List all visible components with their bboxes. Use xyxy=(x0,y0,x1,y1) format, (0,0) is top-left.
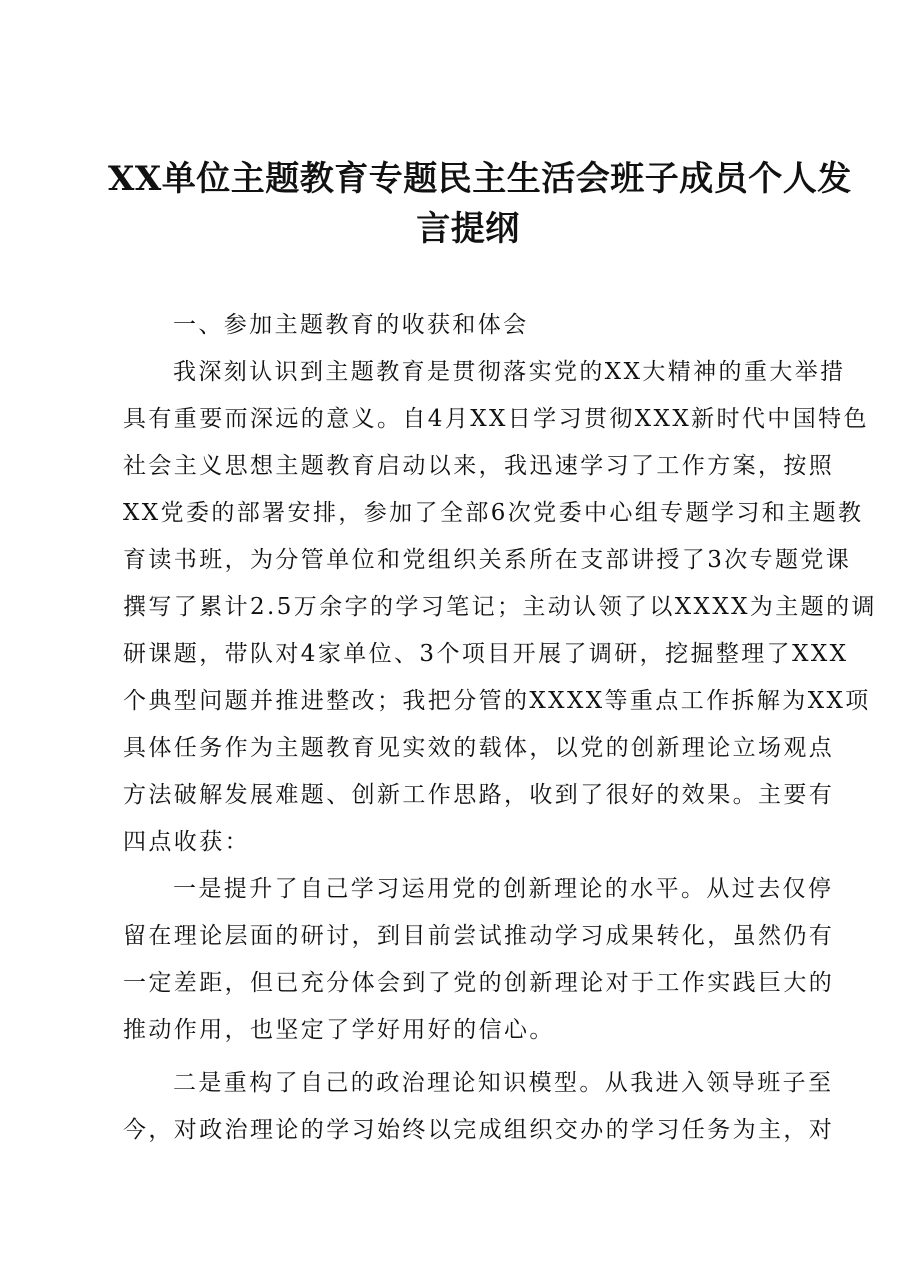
document-body xyxy=(123,302,877,1154)
paragraph-line: 育读书班，为分管单位和党组织关系所在支部讲授了3次专题党课 xyxy=(123,547,852,573)
title-line-2: 言提纲 xyxy=(416,209,520,249)
paragraph-line: 一定差距，但已充分体会到了党的创新理论对于工作实践巨大的 xyxy=(123,970,835,996)
paragraph-2 xyxy=(123,866,835,1054)
paragraph-line: XX党委的部署安排，参加了全部6次党委中心组专题学习和主题教 xyxy=(123,500,864,526)
paragraph-3 xyxy=(123,1060,835,1154)
paragraph-line: 四点收获： xyxy=(123,829,250,855)
paragraph-line: 研课题，带队对4家单位、3个项目开展了调研，挖掘整理了XXX xyxy=(123,641,849,667)
paragraph-line: 具有重要而深远的意义。自4月XX日学习贯彻XXX新时代中国特色 xyxy=(123,406,869,432)
paragraph-line: 留在理论层面的研讨，到目前尝试推动学习成果转化，虽然仍有 xyxy=(123,923,835,949)
paragraph-line: 今，对政治理论的学习始终以完成组织交办的学习任务为主，对 xyxy=(123,1117,835,1143)
paragraph-line: 具体任务作为主题教育见实效的载体，以党的创新理论立场观点 xyxy=(123,735,835,761)
document-title xyxy=(108,154,852,254)
paragraph-line: 二是重构了自己的政治理论知识模型。从我进入领导班子至 xyxy=(173,1070,834,1096)
paragraph-1 xyxy=(123,349,877,866)
paragraph-line: 方法破解发展难题、创新工作思路，收到了很好的效果。主要有 xyxy=(123,782,835,808)
paragraph-line: 一是提升了自己学习运用党的创新理论的水平。从过去仅停 xyxy=(173,876,834,902)
title-line-1: XX单位主题教育专题民主生活会班子成员个人发 xyxy=(108,159,852,199)
paragraph-line: 撰写了累计2.5万余字的学习笔记；主动认领了以XXXX为主题的调 xyxy=(123,594,877,620)
paragraph-line: 个典型问题并推进整改；我把分管的XXXX等重点工作拆解为XX项 xyxy=(123,688,871,714)
paragraph-line: 社会主义思想主题教育启动以来，我迅速学习了工作方案，按照 xyxy=(123,453,835,479)
section-heading: 一、参加主题教育的收获和体会 xyxy=(173,312,529,338)
paragraph-line: 我深刻认识到主题教育是贯彻落实党的XX大精神的重大举措 xyxy=(173,359,846,385)
paragraph-line: 推动作用，也坚定了学好用好的信心。 xyxy=(123,1017,555,1043)
